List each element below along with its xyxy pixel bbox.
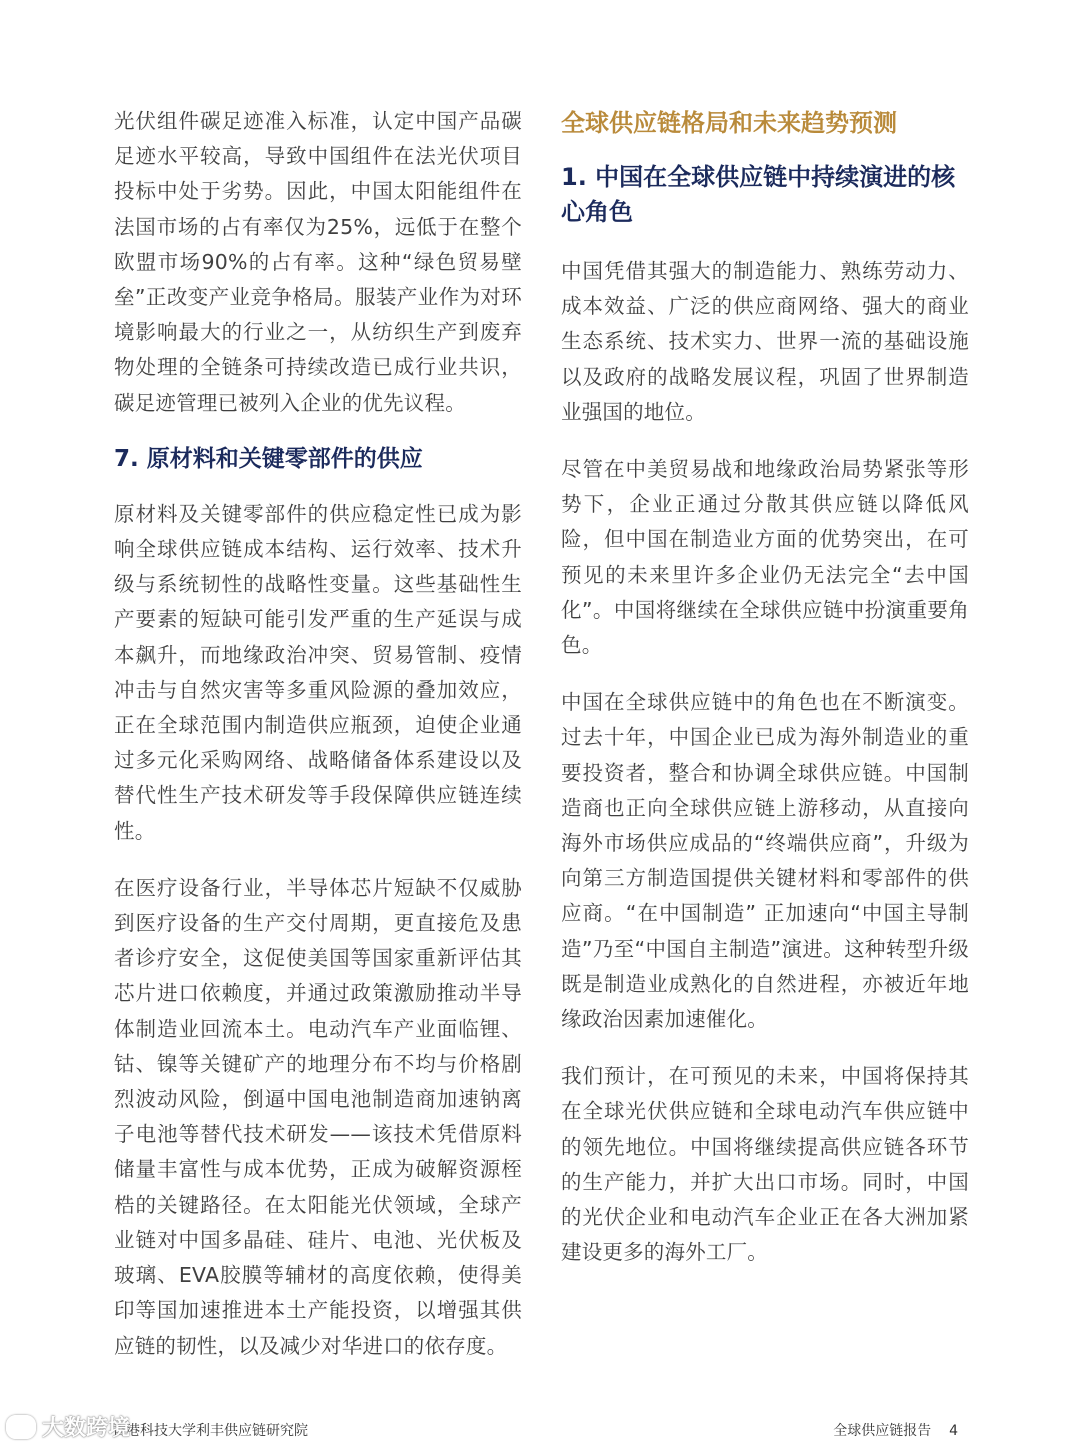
right-column xyxy=(561,104,969,1292)
paragraph-role-evolution: 中国在全球供应链中的角色也在不断演变。过去十年，中国企业已成为海外制造业的重要投资者，整合和协调全球供应链。中国制造商也正向全球供应链上游移动，从直接向海外市场供应成品的“终端供应商”，升级为向第三方制造国提供关键材料和零部件的供应商。“在中国制造” 正加速向“中国主导制造”乃至“中国自主制造”演进。这种转型升级既是制造业成熟化的自然进程，亦被近年地缘政治因素加速催化。 xyxy=(561,690,969,1032)
heading-china-role: 1. 中国在全球供应链中持续演进的核心角色 xyxy=(561,163,956,226)
footer-institution: 香港科技大学利丰供应链研究院 xyxy=(112,1423,308,1439)
paragraph-industry-examples: 在医疗设备行业，半导体芯片短缺不仅威胁到医疗设备的生产交付周期，更直接危及患者诊疗安全，这促使美国等国家重新评估其芯片进口依赖度，并通过政策激励推动半导体制造业回流本土。电动汽车产业面临锂、钴、镍等关键矿产的地理分布不均与价格剧烈波动风险，倒逼中国电池制造商加速钠离子电池等替代技术研发——该技术凭借原料储量丰富性与成本优势，正成为破解资源桎梏的关键路径。在太阳能光伏领域，全球产业链对中国多晶硅、硅片、电池、光伏板及玻璃、EVA胶膜等辅材的高度依赖，使得美印等国加速推进本土产能投资，以增强其供应链的韧性，以及减少对华进口的依存度。 xyxy=(114,875,522,1358)
paragraph-china-strengths: 中国凭借其强大的制造能力、熟练劳动力、成本效益、广泛的供应商网络、强大的商业生态系统、技术实力、世界一流的基础设施以及政府的战略发展议程，巩固了世界制造业强国的地位。 xyxy=(561,259,969,424)
paragraph-carbon-footprint: 光伏组件碳足迹准入标准，认定中国产品碳足迹水平较高，导致中国组件在法光伏项目投标中处于劣势。因此，中国太阳能组件在法国市场的占有率仅为25%，远低于在整个欧盟市场90%的占有率。这种“绿色贸易壁垒”正改变产业竞争格局。服装产业作为对环境影响最大的行业之一，从纺织生产到废弃物处理的全链条可持续改造已成行业共识，碳足迹管理已被列入企业的优先议程。 xyxy=(114,109,522,415)
watermark-logo-icon xyxy=(6,1415,36,1439)
paragraph-supply-stability: 原材料及关键零部件的供应稳定性已成为影响全球供应链成本结构、运行效率、技术升级与系统韧性的战略性变量。这些基础性生产要素的短缺可能引发严重的生产延误与成本飙升，而地缘政治冲突、贸易管制、疫情冲击与自然灾害等多重风险源的叠加效应，正在全球范围内制造供应瓶颈，迫使企业通过多元化采购网络、战略储备体系建设以及替代性生产技术研发等手段保障供应链连续性。 xyxy=(114,501,522,843)
watermark-text: 大数跨境 xyxy=(42,1416,131,1441)
paragraph-forecast: 我们预计，在可预见的未来，中国将保持其在全球光伏供应链和全球电动汽车供应链中的领先地位。中国将继续提高供应链各环节的生产能力，并扩大出口市场。同时，中国的光伏企业和电动汽车企业正在各大洲加紧建设更多的海外工厂。 xyxy=(561,1064,969,1265)
page-number: 4 xyxy=(949,1423,958,1439)
footer-report-title: 全球供应链报告 4 xyxy=(833,1423,958,1439)
heading-raw-materials: 7. 原材料和关键零部件的供应 xyxy=(114,445,423,472)
left-column xyxy=(114,104,522,1386)
page-footer xyxy=(0,1416,1080,1446)
paragraph-trade-war: 尽管在中美贸易战和地缘政治局势紧张等形势下，企业正通过分散其供应链以降低风险，但中国在制造业方面的优势突出，在可预见的未来里许多企业仍无法完全“去中国化”。中国将继续在全球供应链中扮演重要角色。 xyxy=(561,457,969,658)
watermark xyxy=(6,1411,130,1442)
section-title: 全球供应链格局和未来趋势预测 xyxy=(561,109,897,137)
